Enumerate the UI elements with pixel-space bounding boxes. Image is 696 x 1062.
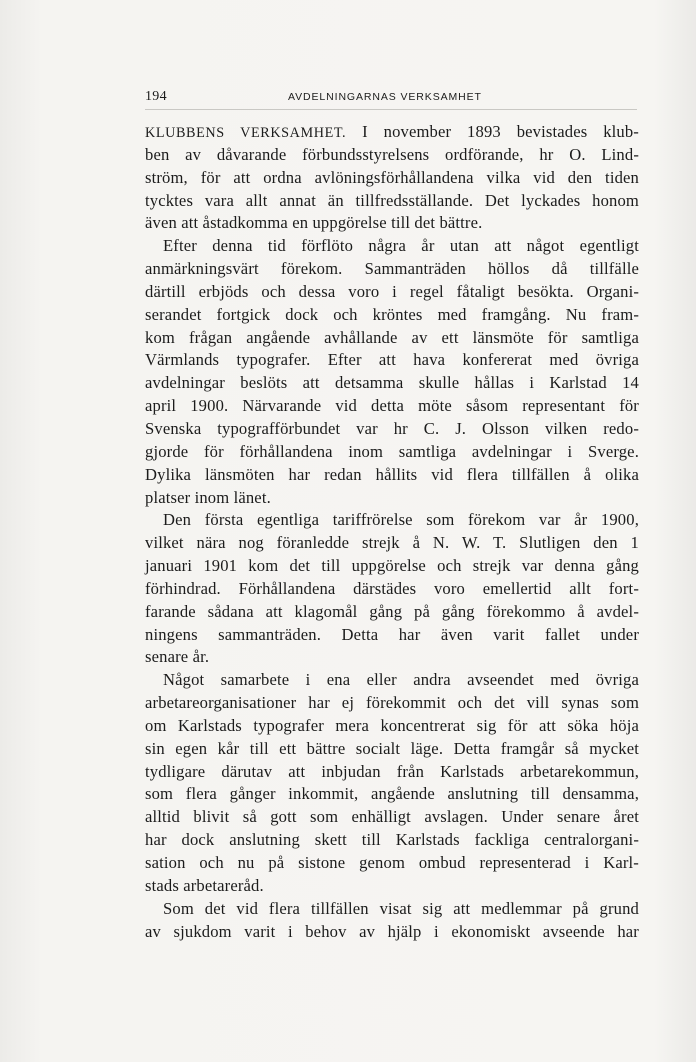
text-line: Något samarbete i ena eller andra avseendet med övriga (163, 670, 639, 690)
text-line: ningens sammanträden. Detta har även varit fallet under (145, 624, 639, 644)
text-line: anmärkningsvärt förekom. Sammanträden höllos då tillfälle (145, 259, 639, 279)
text-line: Den första egentliga tariffrörelse som förekom var år 1900, (163, 510, 639, 530)
text-line: tycktes vara allt annat än tillfredsställande. Det lyckades honom (145, 190, 639, 210)
running-head: AVDELNINGARNAS VERKSAMHET (288, 91, 482, 103)
text-line: har dock anslutning skett till Karlstads fackliga centralorgani- (145, 830, 639, 850)
text-line: sation och nu på sistone genom ombud representerad i Karl- (145, 853, 639, 872)
text-line: vilket nära nog föranledde strejk å N. W. T. Slutligen den 1 (145, 533, 639, 553)
text-line: Efter denna tid förflöto några år utan att något egentligt (163, 236, 639, 256)
text-line: förhindrad. Förhållandena därstädes voro emellertid allt fort- (145, 578, 639, 598)
text-line: ström, för att ordna avlöningsförhållandena vilka vid den tiden (145, 167, 639, 187)
text-line: Dylika länsmöten har redan hållits vid flera tillfällen å olika (145, 464, 639, 484)
text-line: tydligare därutav att inbjudan från Karlstads arbetarekommun, (145, 761, 639, 781)
text-line: stads arbetareråd. (145, 875, 264, 895)
text-line: Svenska typografförbundet var hr C. J. Olsson vilken redo- (145, 418, 639, 438)
text-line: gjorde för förhållandena inom samtliga avdelningar i Sverge. (145, 441, 639, 461)
text-line: farande sådana att klagomål gång på gång förekommo å avdel- (145, 601, 639, 621)
text-line: Värmlands typografer. Efter att hava konfererat med övriga (145, 350, 639, 370)
text-line: arbetareorganisationer har ej förekommit och det vill synas som (145, 693, 639, 713)
page-number: 194 (145, 89, 167, 104)
text-line: av sjukdom varit i behov av hjälp i ekonomiskt avseende har (145, 921, 639, 941)
text-line: därtill erbjöds och dessa voro i regel fåtaligt besökta. Organi- (145, 281, 639, 301)
text-line: platser inom länet. (145, 487, 271, 507)
text-line: även att åstadkomma en uppgörelse till det bättre. (145, 213, 483, 233)
body-text (145, 121, 639, 943)
text-line: serandet fortgick dock och kröntes med framgång. Nu fram- (145, 304, 639, 324)
text-line: om Karlstads typografer mera koncentrerat sig för att söka höja (145, 715, 639, 735)
text-line: ben av dåvarande förbundsstyrelsens ordförande, hr O. Lind- (145, 144, 639, 164)
text-line: april 1900. Närvarande vid detta möte såsom representant för (145, 396, 639, 416)
text-line (145, 121, 639, 144)
text-line: kom frågan angående avhållande av ett länsmöte för samtliga (145, 327, 639, 347)
text-line: alltid blivit så gott som enhälligt avslagen. Under senare året (145, 807, 639, 827)
header-rule (145, 109, 637, 110)
text-line: avdelningar beslöts att detsamma skulle hållas i Karlstad 14 (145, 373, 639, 393)
text-line: senare år. (145, 647, 210, 667)
section-heading: KLUBBENS VERKSAMHET. (145, 125, 347, 141)
text-line: januari 1901 kom det till uppgörelse och strejk var denna gång (145, 556, 639, 576)
line-text: I november 1893 bevistades klub- (362, 122, 639, 141)
page-header (145, 89, 639, 109)
text-line: som flera gånger inkommit, angående anslutning till densamma, (145, 784, 639, 804)
text-line: Som det vid flera tillfällen visat sig att medlemmar på grund (163, 898, 639, 918)
text-line: sin egen kår till ett bättre socialt läge. Detta framgår så mycket (145, 738, 639, 758)
